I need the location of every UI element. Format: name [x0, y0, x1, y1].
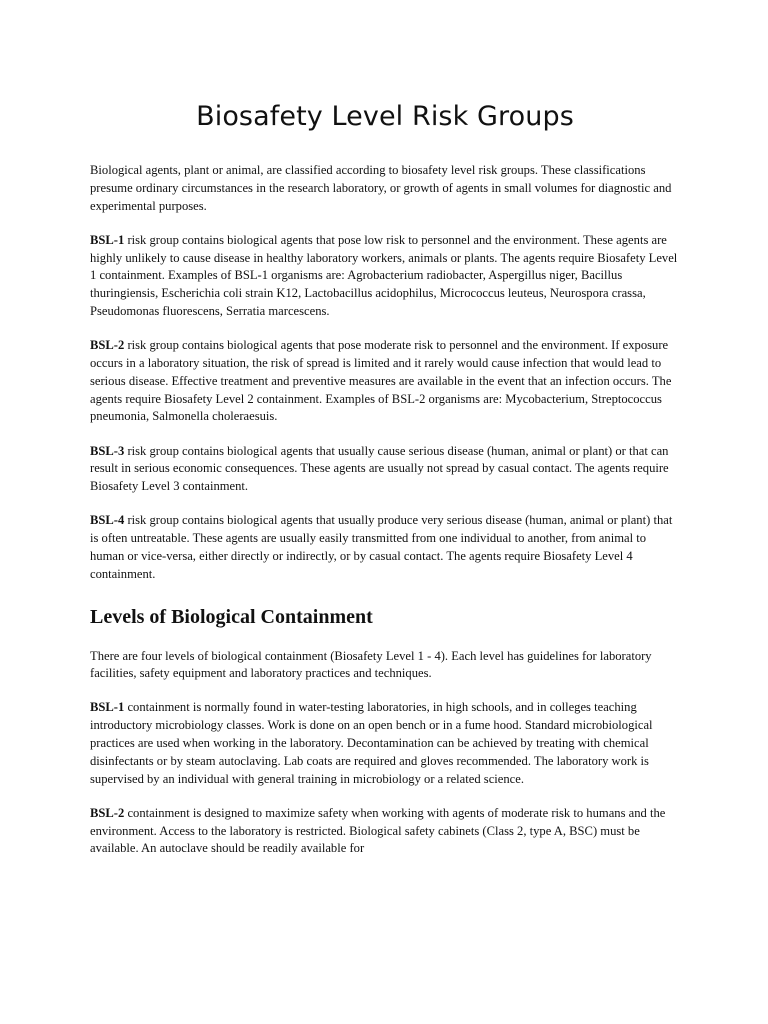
containment-paragraph-bsl1	[90, 699, 680, 788]
risk-group-term: BSL-4	[90, 513, 125, 528]
intro-paragraph: Biological agents, plant or animal, are classified according to biosafety level risk groups. These classifications presume ordinary circumstances in the research laboratory, or growth of agents in small volumes for diagnostic and experimental purposes.	[90, 163, 672, 213]
containment-text: containment is normally found in water-testing laboratories, in high schools, and in colleges teaching introductory microbiology classes. Work is done on an open bench or in a fume hood. Standard microbiological practices are used when working in the laboratory. Decontamination can be achieved by treating with chemical disinfectants or by steam autoclaving. Lab coats are required and gloves recommended. The laboratory work is supervised by an individual with general training in microbiology or a related science.	[90, 700, 653, 786]
risk-group-text: risk group contains biological agents that pose low risk to personnel and the environment. These agents are highly unlikely to cause disease in healthy laboratory workers, animals or plants. The agents require Biosafety Level 1 containment. Examples of BSL-1 organisms are: Agrobacterium radiobacter, Aspergillus niger, Bacillus thuringiensis, Escherichia coli strain K12, Lactobacillus acidophilus, Micrococcus leuteus, Neurospora crassa, Pseudomonas fluorescens, Serratia marcescens.	[90, 232, 678, 318]
section-heading-containment: Levels of Biological Containment	[90, 605, 373, 628]
risk-group-term: BSL-2	[90, 338, 125, 353]
risk-group-paragraph-bsl1	[90, 232, 680, 321]
containment-term: BSL-1	[90, 700, 125, 715]
risk-group-text: risk group contains biological agents that usually produce very serious disease (human, animal or plant) that is often untreatable. These agents are usually easily transmitted from one individual to another, from animal to human or vice-versa, either directly or indirectly, or by casual contact. The agents require Biosafety Level 4 containment.	[90, 513, 673, 581]
risk-group-term: BSL-1	[90, 232, 125, 247]
containment-intro-paragraph: There are four levels of biological containment (Biosafety Level 1 - 4). Each level has guidelines for laboratory facilities, safety equipment and laboratory practices and techniques.	[90, 648, 652, 681]
document-page	[90, 0, 680, 858]
risk-group-paragraph-bsl4	[90, 512, 680, 583]
risk-group-paragraph-bsl3	[90, 443, 680, 496]
page-title: Biosafety Level Risk Groups	[196, 101, 574, 132]
containment-paragraph-bsl2	[90, 805, 680, 858]
risk-group-text: risk group contains biological agents that usually cause serious disease (human, animal or plant) or that can result in serious economic consequences. These agents are usually not spread by casual contact. The agents require Biosafety Level 3 containment.	[90, 443, 669, 494]
risk-group-text: risk group contains biological agents that pose moderate risk to personnel and the environment. If exposure occurs in a laboratory situation, the risk of spread is limited and it rarely would cause infection that would lead to serious disease. Effective treatment and preventive measures are available in the event that an infection occurs. The agents require Biosafety Level 2 containment. Examples of BSL-2 organisms are: Mycobacterium, Streptococcus pneumonia, Salmonella choleraesuis.	[90, 338, 672, 424]
containment-term: BSL-2	[90, 805, 125, 820]
containment-text: containment is designed to maximize safety when working with agents of moderate risk to humans and the environment. Access to the laboratory is restricted. Biological safety cabinets (Class 2, type A, BSC) must be available. An autoclave should be readily available for	[90, 805, 666, 856]
risk-group-term: BSL-3	[90, 443, 125, 458]
risk-group-paragraph-bsl2	[90, 337, 680, 426]
